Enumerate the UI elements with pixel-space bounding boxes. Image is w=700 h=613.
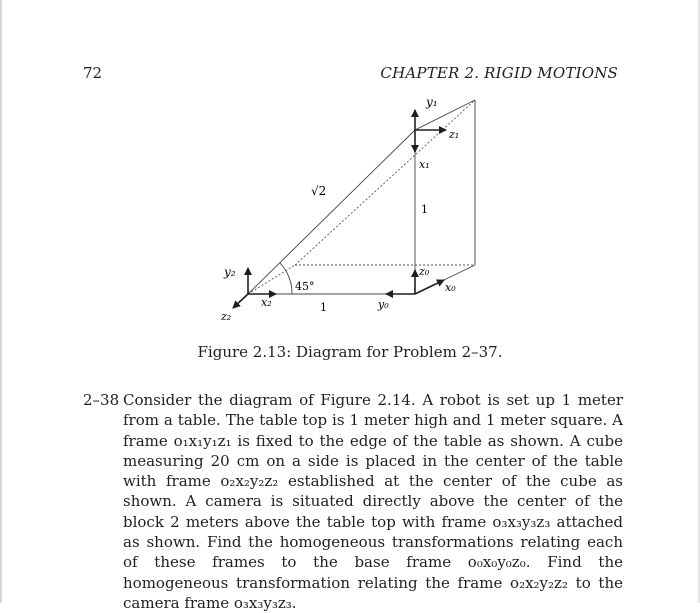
hidden-diagonal-line <box>295 100 475 265</box>
label-y0: y₀ <box>378 298 389 311</box>
top-depth-line <box>415 100 475 130</box>
label-x1: x₁ <box>419 158 430 171</box>
label-z2: z₂ <box>221 310 232 323</box>
label-x0: x₀ <box>445 281 456 294</box>
label-sqrt2: √2 <box>311 184 327 198</box>
label-one-vertical: 1 <box>421 203 428 216</box>
problem-text: Consider the diagram of Figure 2.14. A robot is set up 1 meter from a table. The table top is 1 meter high and 1 meter square. A frame o₁x₁y₁z₁ is fixed to the edge of the table as shown. A cube measuring 20 cm on a side is placed in the center of the table with frame o₂x₂y₂z₂ established at the center of the cube as shown. A camera is situated directly above the center of the block 2 meters above the table top with frame o₃x₃y₃z₃ attached as shown. Find the homogeneous transformations relating each of these frames to the base frame o₀x₀y₀z₀. Find the homogeneous transformation relating the frame o₂x₂y₂z₂ to the camera frame o₃x₃y₃z₃. <box>123 391 623 612</box>
z2-axis-arrow <box>233 294 248 308</box>
label-angle: 45° <box>295 280 315 293</box>
label-one-horizontal: 1 <box>320 301 327 314</box>
figure-caption: Figure 2.13: Diagram for Problem 2–37. <box>197 343 503 361</box>
problem-2-38 <box>83 390 623 613</box>
problem-number: 2–38 <box>83 391 120 409</box>
page-number: 72 <box>83 64 103 82</box>
hypotenuse-line <box>248 130 415 294</box>
label-y1: y₁ <box>426 95 438 109</box>
label-z0: z₀ <box>419 265 430 278</box>
hidden-left-depth-line <box>248 265 295 294</box>
running-head: CHAPTER 2. RIGID MOTIONS <box>380 64 618 82</box>
label-y2: y₂ <box>224 265 236 279</box>
label-x2: x₂ <box>261 296 272 309</box>
x0-axis-arrow <box>415 280 444 294</box>
label-z1: z₁ <box>449 128 460 141</box>
